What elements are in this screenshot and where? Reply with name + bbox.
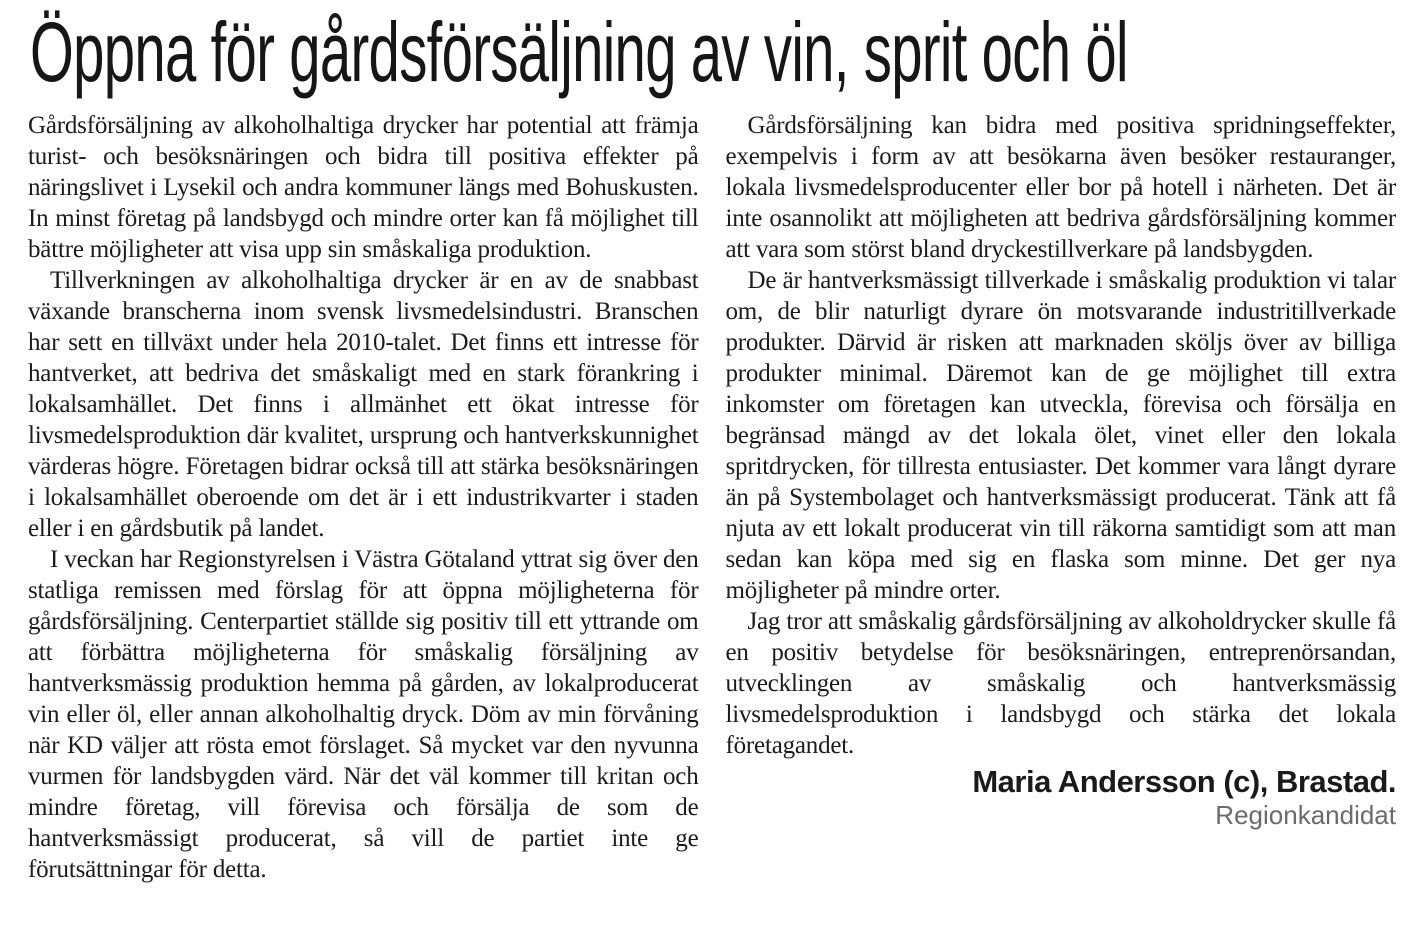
headline-row [0,0,1403,102]
paragraph: De är hantverksmässigt tillverkade i småskalig produktion vi talar om, de blir naturligt dyrare ön motsvarande industritillverkade produkter. Därvid är risken att marknaden sköljs över av billiga produkter minimal. Däremot kan de ge möjlighet till extra inkomster om företagen kan utveckla, förevisa och försälja en begränsad mängd av det lokala ölet, vinet eller den lokala spritdrycken, för tillresta entusiaster. Det kommer vara långt dyrare än på Systembolaget och hantverksmässigt producerat. Tänk att få njuta av ett lokalt producerat vin till räkorna samtidigt som att man sedan kan köpa med sig en flaska som minne. Det ger nya möjligheter på mindre orter. [725,267,1396,604]
left-column [28,110,699,885]
right-column [726,110,1397,885]
paragraph: Tillverkningen av alkoholhaltiga drycker är en av de snabbast växande branscherna inom svensk livsmedelsindustri. Branschen har sett en tillväxt under hela 2010-talet. Det finns ett intresse för hantverket, att bedriva det småskaligt med en stark förankring i lokalsamhället. Det finns i allmänhet ett ökat intresse för livsmedelsproduktion där kvalitet, ursprung och hantverkskunnighet värderas högre. Företagen bidrar också till att stärka besöksnäringen i lokalsamhället oberoende om det är i ett industrikvarter i staden eller i en gårdsbutik på landet. [28,267,699,542]
paragraph: Jag tror att småskalig gårdsförsäljning av alkoholdrycker skulle få en positiv betydelse för besöksnäringen, entreprenörsandan, utvecklingen av småskalig och hantverksmässig livsmedelsproduktion i landsbygd och stärka det lokala företagandet. [725,608,1396,759]
article-body [0,102,1403,885]
article-title: Öppna för gårdsförsäljning av vin, sprit och öl [30,5,1128,99]
paragraph: Gårdsförsäljning kan bidra med positiva spridningseffekter, exempelvis i form av att besökarna även besöker restauranger, lokala livsmedelsproducenter eller bor på hotell i närheten. Det är inte osannolikt att möjligheten att bedriva gårdsförsäljning kommer att vara som störst bland dryckestillverkare på landsbygden. [725,112,1396,263]
byline-role: Regionkandidat [1215,800,1396,830]
byline-author: Maria Andersson (c), Brastad. [972,764,1396,799]
byline [726,764,1397,830]
paragraph: I veckan har Regionstyrelsen i Västra Götaland yttrat sig över den statliga remissen med förslag för att öppna möjligheterna för gårdsförsäljning. Centerpartiet ställde sig positiv till ett yttrande om att förbättra möjligheterna för småskalig försäljning av hantverksmässig produktion hemma på gården, av lokalproducerat vin eller öl, eller annan alkoholhaltig dryck. Döm av min förvåning när KD väljer att rösta emot förslaget. Så mycket var den nyvunna vurmen för landsbygden värd. När det väl kommer till kritan och mindre företag, vill förevisa och försälja de som de hantverksmässigt producerat, så vill de partiet inte ge förutsättningar för detta. [28,546,699,883]
paragraph: Gårdsförsäljning av alkoholhaltiga drycker har potential att främja turist- och besöksnäringen och bidra till positiva effekter på näringslivet i Lysekil och andra kommuner längs med Bohuskusten. In minst företag på landsbygd och mindre orter kan få möjlighet till bättre möjligheter att visa upp sin småskaliga produktion. [28,112,699,263]
